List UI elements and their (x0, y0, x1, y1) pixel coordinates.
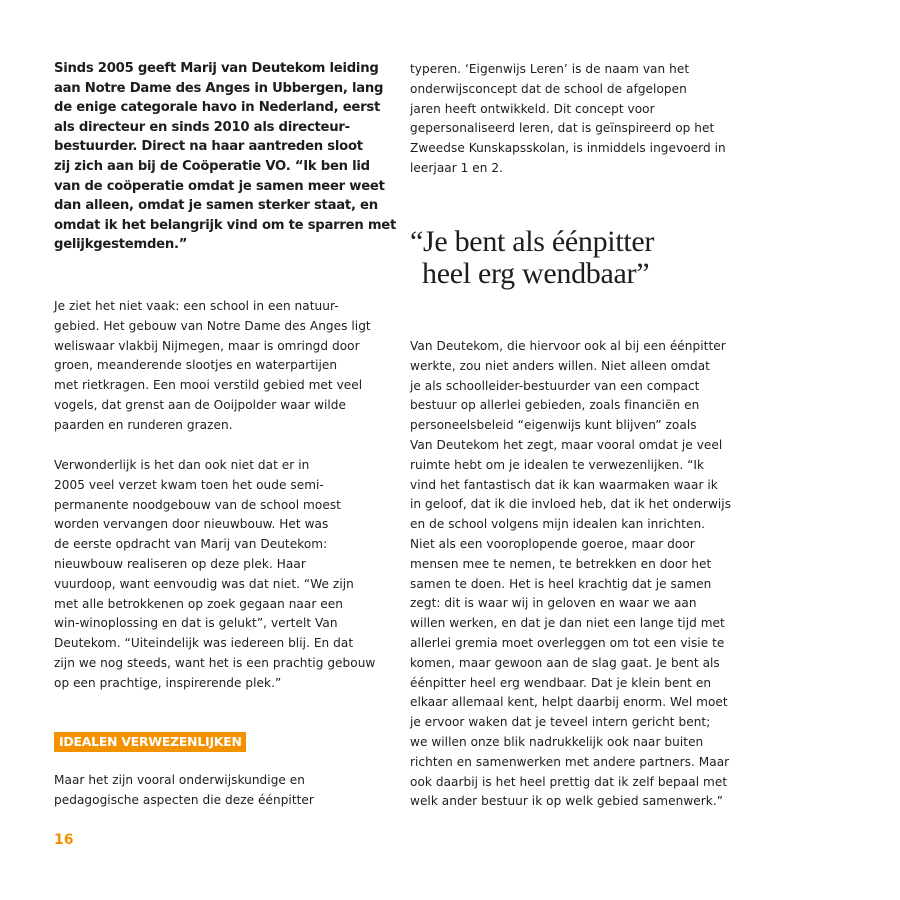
text-line: Zweedse Kunskapsskolan, is inmiddels ingevoerd in (410, 141, 726, 156)
text-line: Van Deutekom het zegt, maar vooral omdat je veel (410, 437, 723, 452)
text-line: onderwijsconcept dat de school de afgelopen (410, 81, 687, 96)
intro-line: aan Notre Dame des Anges in Ubbergen, lang (54, 80, 384, 96)
text-line: Deutekom. “Uiteindelijk was iedereen blij. En dat (54, 636, 354, 651)
text-line: gebied. Het gebouw van Notre Dame des Anges ligt (54, 318, 371, 333)
text-line: welk ander bestuur ik op welk gebied samenwerk.” (410, 794, 724, 809)
pull-quote (410, 226, 654, 290)
text-line: ruimte hebt om je idealen te verwezenlijken. “Ik (410, 457, 705, 472)
text-line: win-winoplossing en dat is gelukt”, vertelt Van (54, 616, 338, 631)
text-line: willen werken, en dat je dan niet een lange tijd met (410, 616, 725, 631)
text-line: personeelsbeleid “eigenwijs kunt blijven” zoals (410, 418, 697, 433)
intro-line: de enige categorale havo in Nederland, eerst (54, 100, 381, 116)
text-line: paarden en runderen grazen. (54, 417, 233, 432)
section-heading: IDEALEN VERWEZENLIJKEN (54, 732, 246, 752)
text-line: richten en samenwerken met andere partners. Maar (410, 754, 730, 769)
text-line: Niet als een vooroplopende goeroe, maar door (410, 536, 695, 551)
body-paragraph-concept (410, 60, 755, 179)
text-line: typeren. ‘Eigenwijs Leren’ is de naam van het (410, 62, 690, 76)
text-line: komen, maar gewoon aan de slag gaat. Je bent als (410, 655, 720, 670)
text-line: vogels, dat grenst aan de Ooijpolder waar wilde (54, 397, 346, 412)
text-line: éénpitter heel erg wendbaar. Dat je klein bent en (410, 675, 712, 690)
text-line: gepersonaliseerd leren, dat is geïnspireerd op het (410, 121, 715, 136)
text-line: weliswaar vlakbij Nijmegen, maar is omringd door (54, 338, 360, 353)
text-line: de eerste opdracht van Marij van Deutekom: (54, 537, 328, 552)
text-line: zijn we nog steeds, want het is een prachtig gebouw (54, 655, 376, 670)
text-line: Van Deutekom, die hiervoor ook al bij een éénpitter (410, 339, 726, 353)
text-line: leerjaar 1 en 2. (410, 160, 504, 175)
intro-line: van de coöperatie omdat je samen meer weet (54, 178, 385, 194)
text-line: groen, meanderende slootjes en waterpartijen (54, 358, 338, 373)
body-paragraph-aspects (54, 771, 399, 811)
text-line: Verwonderlijk is het dan ook niet dat er in (54, 458, 310, 472)
text-line: vind het fantastisch dat ik kan waarmaken waar ik (410, 477, 718, 492)
text-line: op een prachtige, inspirerende plek.” (54, 675, 282, 690)
intro-line: als directeur en sinds 2010 als directeur- (54, 119, 350, 135)
text-line: bestuur op allerlei gebieden, zoals financiën en (410, 398, 700, 413)
pull-quote-line: heel erg wendbaar” (422, 257, 650, 290)
text-line: allerlei gremia moet overleggen om tot een visie te (410, 635, 725, 650)
text-line: jaren heeft ontwikkeld. Dit concept voor (410, 101, 655, 116)
text-line: Je ziet het niet vaak: een school in een natuur- (54, 299, 339, 313)
text-line: vuurdoop, want eenvoudig was dat niet. “We zijn (54, 576, 354, 591)
text-line: zegt: dit is waar wij in geloven en waar we aan (410, 596, 697, 611)
text-line: permanente noodgebouw van de school moest (54, 497, 341, 512)
page-number: 16 (54, 832, 74, 848)
text-line: we willen onze blik nadrukkelijk ook naar buiten (410, 734, 704, 749)
text-line: mensen mee te nemen, te betrekken en door het (410, 556, 712, 571)
intro-line: bestuurder. Direct na haar aantreden sloot (54, 139, 363, 155)
intro-line: dan alleen, omdat je samen sterker staat, en (54, 198, 378, 214)
intro-line: omdat ik het belangrijk vind om te sparren met (54, 217, 397, 233)
text-line: pedagogische aspecten die deze éénpitter (54, 792, 314, 807)
intro-line: Sinds 2005 geeft Marij van Deutekom leiding (54, 61, 379, 76)
text-line: Maar het zijn vooral onderwijskundige en (54, 773, 306, 787)
text-line: met alle betrokkenen op zoek gegaan naar een (54, 596, 343, 611)
text-line: werkte, zou niet anders willen. Niet alleen omdat (410, 358, 710, 373)
text-line: je als schoolleider-bestuurder van een compact (410, 378, 700, 393)
intro-paragraph (54, 59, 397, 255)
intro-line: gelijkgestemden.” (54, 237, 188, 253)
text-line: je ervoor waken dat je teveel intern gericht bent; (410, 715, 711, 730)
text-line: elkaar allemaal kent, helpt daarbij enorm. Wel moet (410, 695, 728, 710)
text-line: in geloof, dat ik die invloed heb, dat ik het onderwijs (410, 497, 732, 512)
intro-line: zij zich aan bij de Coöperatie VO. “Ik ben lid (54, 158, 370, 174)
text-line: worden vervangen door nieuwbouw. Het was (54, 517, 329, 532)
body-paragraph-wendbaar (410, 337, 755, 812)
body-paragraph-nature (54, 297, 399, 436)
text-line: nieuwbouw realiseren op deze plek. Haar (54, 556, 306, 571)
text-line: en de school volgens mijn idealen kan inrichten. (410, 517, 706, 532)
body-paragraph-building (54, 456, 399, 694)
text-line: ook daarbij is het heel prettig dat ik zelf bepaal met (410, 774, 728, 789)
pull-quote-line: “Je bent als éénpitter (410, 225, 655, 258)
text-line: samen te doen. Het is heel krachtig dat je samen (410, 576, 712, 591)
text-line: 2005 veel verzet kwam toen het oude semi- (54, 477, 324, 492)
text-line: met rietkragen. Een mooi verstild gebied met veel (54, 378, 363, 393)
